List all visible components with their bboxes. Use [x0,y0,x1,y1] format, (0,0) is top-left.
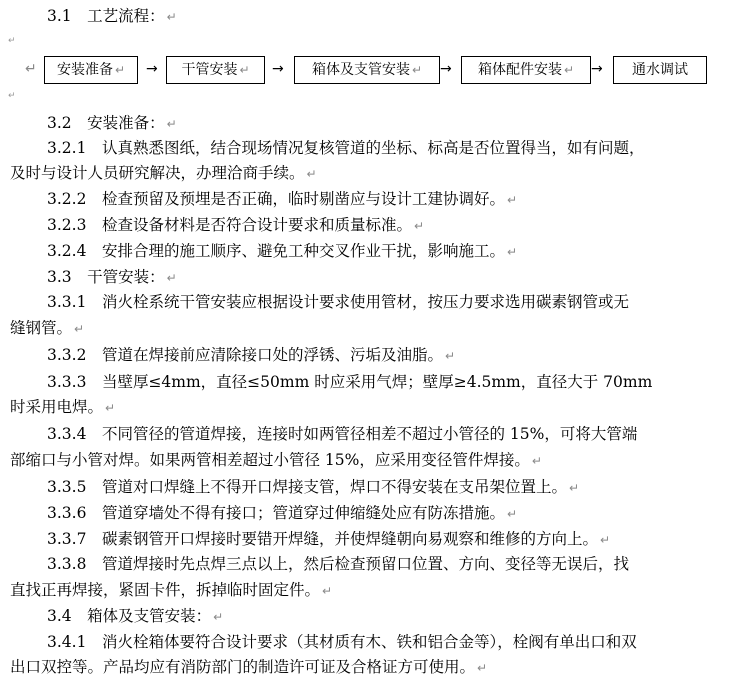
paragraph-3-2-1-line2: 及时与设计人员研究解决，办理洽商手续。 ↵ [10,164,317,182]
flow-step-cabinet-fittings: 箱体配件安装 ↵ [461,56,591,84]
flow-arrow: → [591,61,603,77]
paragraph-3-3-4-line2: 部缩口与小管对焊。如果两管相差超过小管径 15%，应采用变径管件焊接。 ↵ [10,451,542,469]
paragraph-3-3-1-line1: 3.3.1 消火栓系统干管安装应根据设计要求使用管材，按压力要求选用碳素钢管或无 [47,293,629,311]
flow-step-water-test: 通水调试 [613,56,707,84]
flow-arrow: → [272,61,284,77]
flow-step-cabinet-branch: 箱体及支管安装 ↵ [294,56,440,84]
paragraph-mark-icon: ↵ [25,61,37,77]
paragraph-3-2-2: 3.2.2 检查预留及预埋是否正确，临时剔凿应与设计工建协调好。 ↵ [47,190,518,208]
flow-step-main-pipe: 干管安装 ↵ [166,56,265,84]
paragraph-3-3-4-line1: 3.3.4 不同管径的管道焊接，连接时如两管径相差不超过小管径的 15%，可将大管端 [47,425,638,443]
paragraph-3-2-3: 3.2.3 检查设备材料是否符合设计要求和质量标准。 ↵ [47,216,425,234]
section-3-2-heading: 3.2 安装准备： ↵ [47,114,177,132]
paragraph-mark-icon: ↵ [166,10,177,24]
paragraph-3-2-4: 3.2.4 安排合理的施工顺序、避免工种交叉作业干扰，影响施工。 ↵ [47,242,518,260]
flow-arrow: → [440,61,452,77]
paragraph-3-2-1-line1: 3.2.1 认真熟悉图纸，结合现场情况复核管道的坐标、标高是否位置得当，如有问题， [47,139,645,157]
paragraph-3-3-3-line1: 3.3.3 当壁厚≤4mm，直径≤50mm 时应采用气焊；壁厚≥4.5mm，直径大于 70mm [47,373,653,391]
paragraph-mark-icon: ↵ [8,91,16,101]
paragraph-3-3-8-line1: 3.3.8 管道焊接时先点焊三点以上，然后检查预留口位置、方向、变径等无误后，找 [47,555,629,573]
section-3-3-heading: 3.3 干管安装： ↵ [47,268,177,286]
paragraph-mark-icon: ↵ [8,36,16,46]
paragraph-3-3-7: 3.3.7 碳素钢管开口焊接时要错开焊缝，并使焊缝朝向易观察和维修的方向上。 ↵ [47,530,611,548]
paragraph-3-4-1-line2: 出口双控等。产品均应有消防部门的制造许可证及合格证方可使用。 ↵ [10,658,488,676]
section-3-1-heading: 3.1 工艺流程： ↵ [47,7,177,25]
section-3-4-heading: 3.4 箱体及支管安装： ↵ [47,607,224,625]
paragraph-3-3-8-line2: 直找正再焊接，紧固卡件，拆掉临时固定件。 ↵ [10,581,333,599]
paragraph-3-3-5: 3.3.5 管道对口焊缝上不得开口焊接支管，焊口不得安装在支吊架位置上。 ↵ [47,478,580,496]
flow-arrow: → [146,61,158,77]
paragraph-3-3-6: 3.3.6 管道穿墙处不得有接口；管道穿过伸缩缝处应有防冻措施。 ↵ [47,504,518,522]
flow-step-preparation: 安装准备 ↵ [44,56,138,84]
paragraph-3-3-1-line2: 缝钢管。 ↵ [10,319,85,337]
paragraph-3-4-1-line1: 3.4.1 消火栓箱体要符合设计要求（其材质有木、铁和铝合金等），栓阀有单出口和双 [47,633,637,651]
paragraph-3-3-3-line2: 时采用电焊。 ↵ [10,398,116,416]
paragraph-3-3-2: 3.3.2 管道在焊接前应清除接口处的浮锈、污垢及油脂。 ↵ [47,346,456,364]
process-flow-diagram [20,56,720,84]
